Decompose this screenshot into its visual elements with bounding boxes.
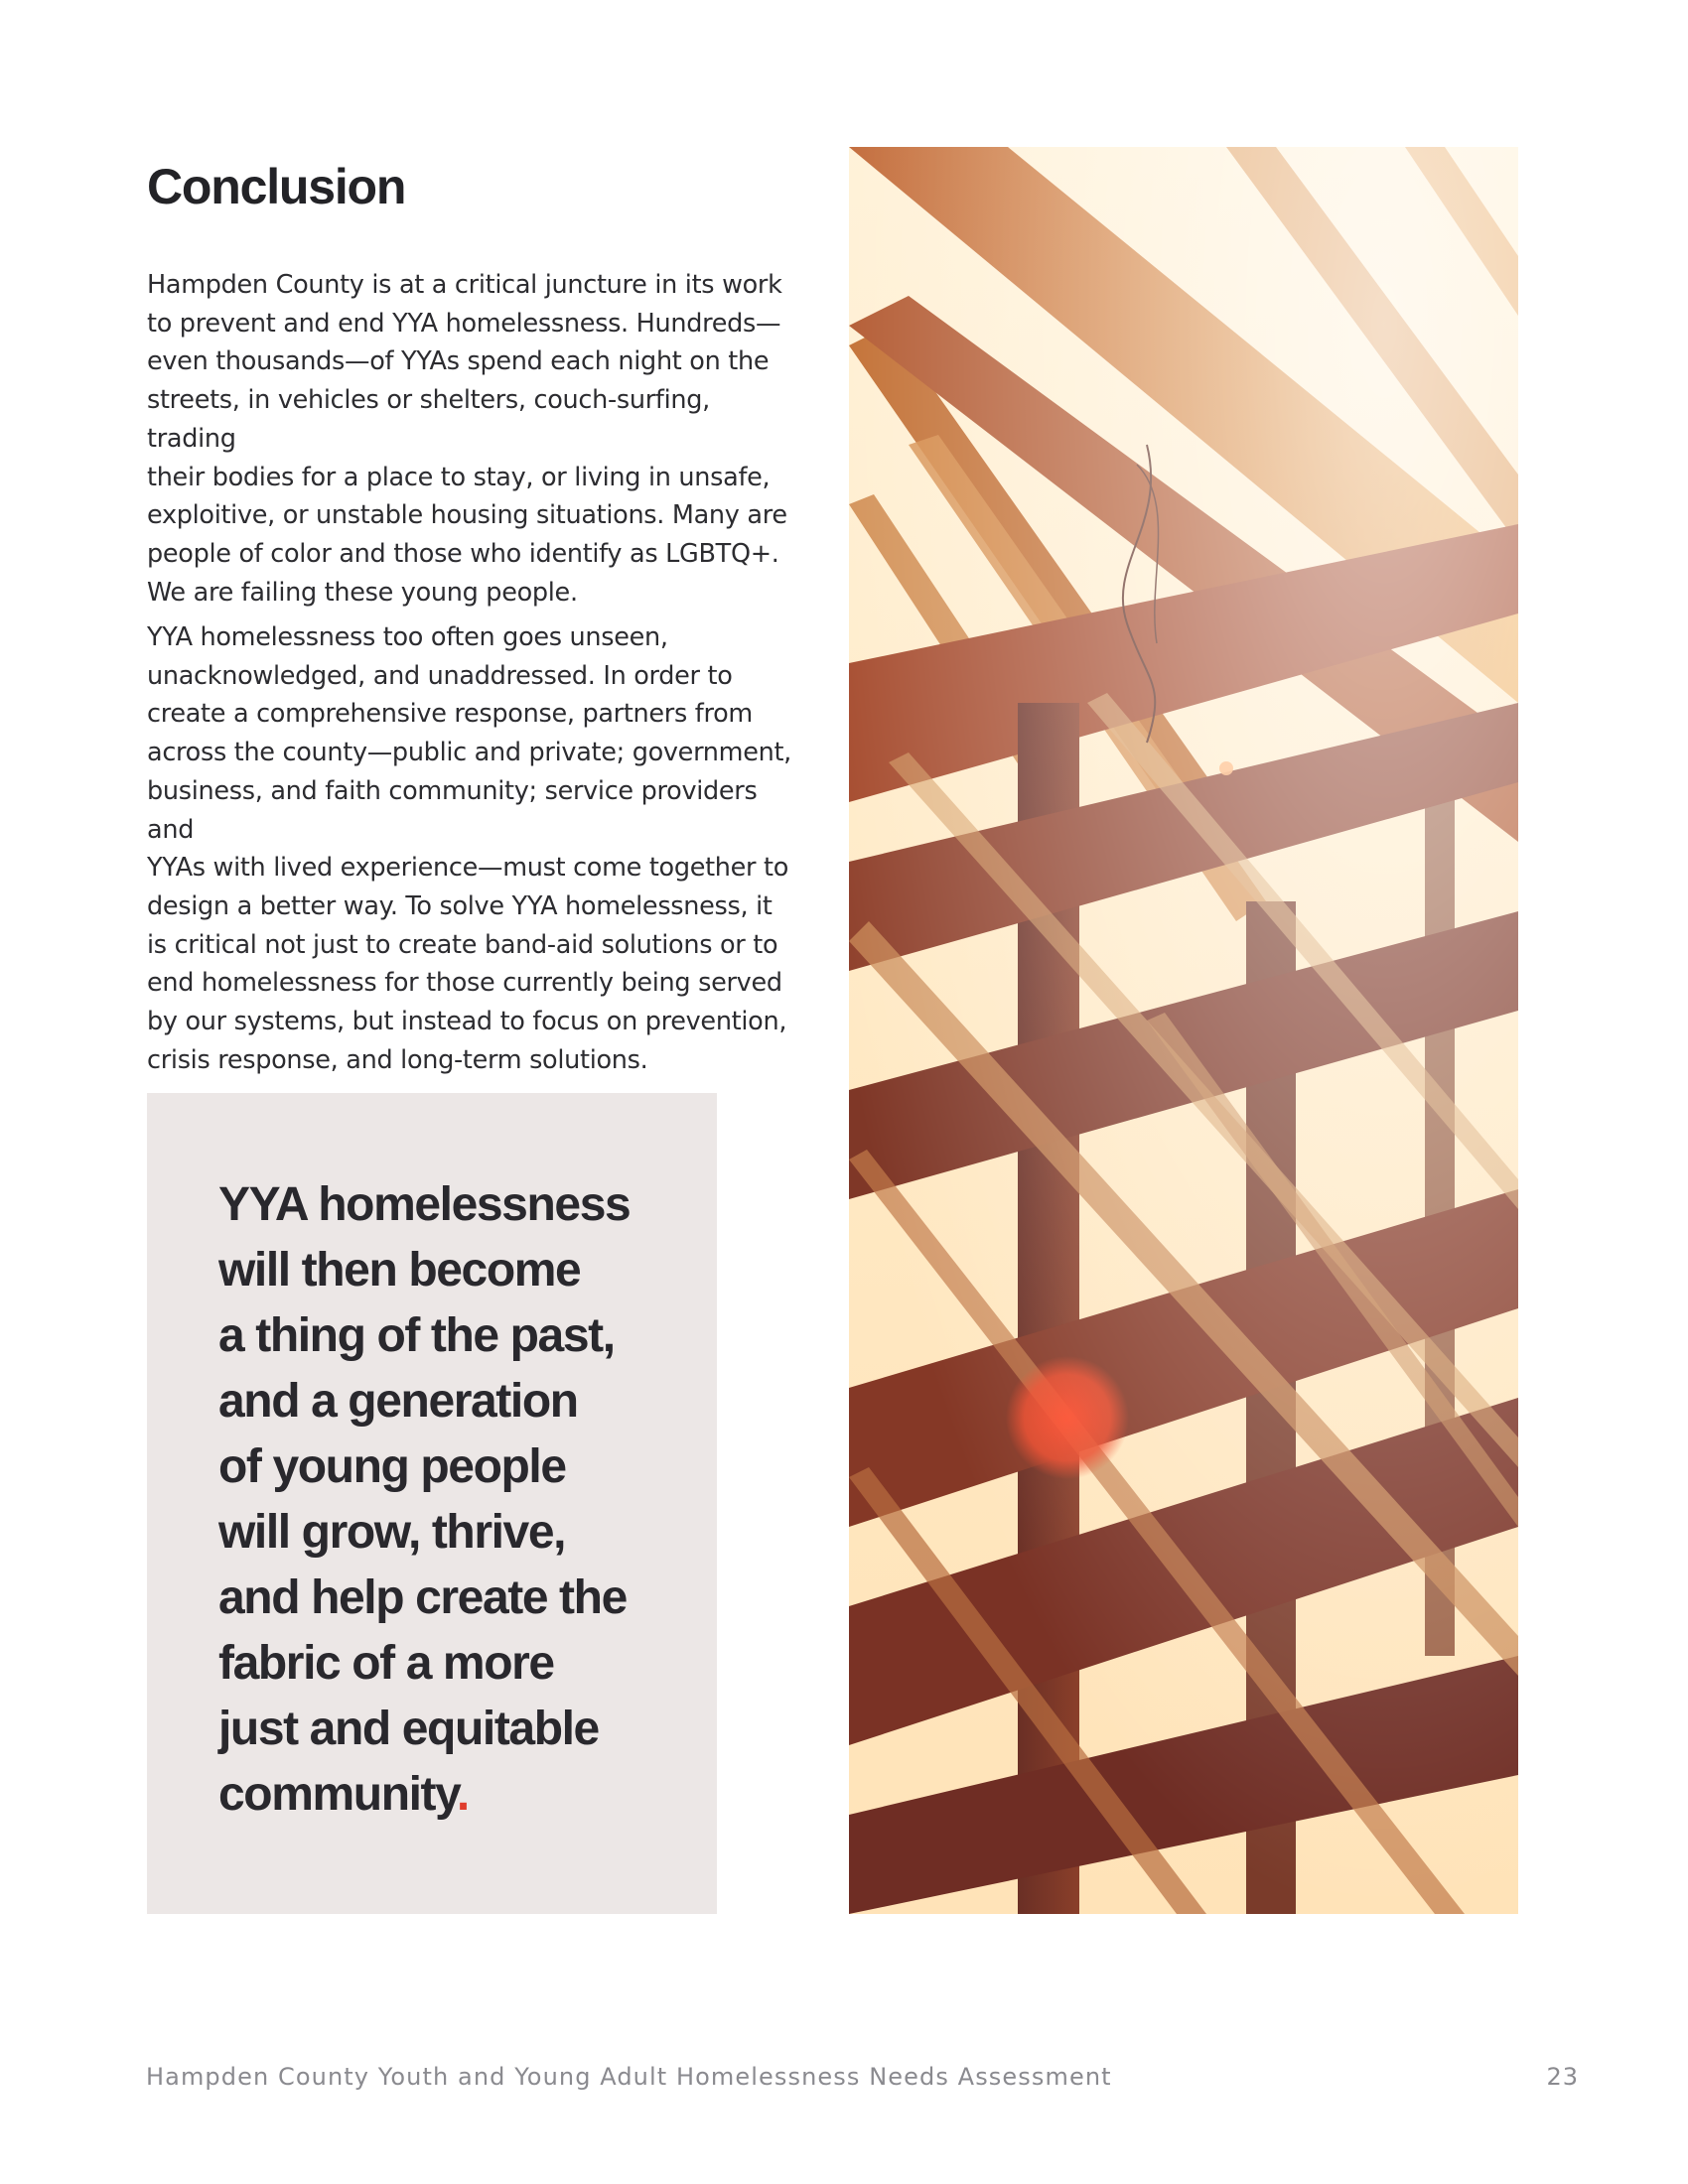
pull-quote-line: a thing of the past, — [218, 1309, 615, 1362]
pull-quote-line: YYA homelessness — [218, 1178, 631, 1231]
footer-document-title: Hampden County Youth and Young Adult Homelessness Needs Assessment — [146, 2063, 1112, 2091]
steel-beams-photo — [849, 147, 1518, 1914]
paragraph-2-line: is critical not just to create band-aid solutions or to — [147, 929, 778, 960]
paragraph-2-line: unacknowledged, and unaddressed. In order to — [147, 660, 733, 691]
pull-quote-line: of young people — [218, 1440, 566, 1493]
body-paragraph-2 — [147, 618, 802, 1079]
paragraph-2-line: YYAs with lived experience—must come together to — [147, 853, 789, 884]
paragraph-2-line: design a better way. To solve YYA homelessness, it — [147, 890, 773, 921]
paragraph-2-line: end homelessness for those currently being served — [147, 968, 782, 999]
paragraph-1-line: Hampden County is at a critical juncture in its work — [147, 270, 782, 300]
pull-quote-line: fabric of a more — [218, 1637, 554, 1690]
body-paragraph-1 — [147, 266, 802, 612]
pull-quote-line: just and equitable — [218, 1703, 599, 1755]
paragraph-1-line: people of color and those who identify as LGBTQ+. — [147, 538, 779, 569]
paragraph-1-line: even thousands—of YYAs spend each night on the — [147, 346, 770, 377]
paragraph-1-line: their bodies for a place to stay, or living in unsafe, — [147, 462, 771, 492]
paragraph-1-line: exploitive, or unstable housing situations. Many are — [147, 500, 787, 531]
pull-quote-line: will grow, thrive, — [218, 1506, 566, 1559]
pull-quote-line: and a generation — [218, 1375, 578, 1428]
page-title: Conclusion — [147, 159, 406, 214]
paragraph-1-line: We are failing these young people. — [147, 577, 578, 608]
paragraph-2-line: business, and faith community; service providers and — [147, 775, 758, 845]
pull-quote-box — [147, 1093, 717, 1914]
paragraph-2-line: YYA homelessness too often goes unseen, — [147, 622, 668, 652]
pull-quote-last-word: community — [218, 1768, 457, 1821]
steel-beams-illustration — [849, 147, 1518, 1914]
pull-quote — [218, 1172, 705, 1828]
pull-quote-line: and help create the — [218, 1571, 627, 1624]
paragraph-2-line: across the county—public and private; government, — [147, 738, 791, 768]
paragraph-1-line: to prevent and end YYA homelessness. Hundreds— — [147, 308, 781, 339]
paragraph-2-line: by our systems, but instead to focus on prevention, — [147, 1007, 787, 1037]
pull-quote-accent-period: . — [456, 1768, 469, 1821]
page-number: 23 — [1546, 2063, 1579, 2091]
paragraph-2-line: create a comprehensive response, partners from — [147, 699, 753, 730]
paragraph-2-line: crisis response, and long-term solutions. — [147, 1044, 648, 1075]
paragraph-1-line: streets, in vehicles or shelters, couch-surfing, trading — [147, 385, 710, 454]
pull-quote-line: will then become — [218, 1244, 581, 1297]
